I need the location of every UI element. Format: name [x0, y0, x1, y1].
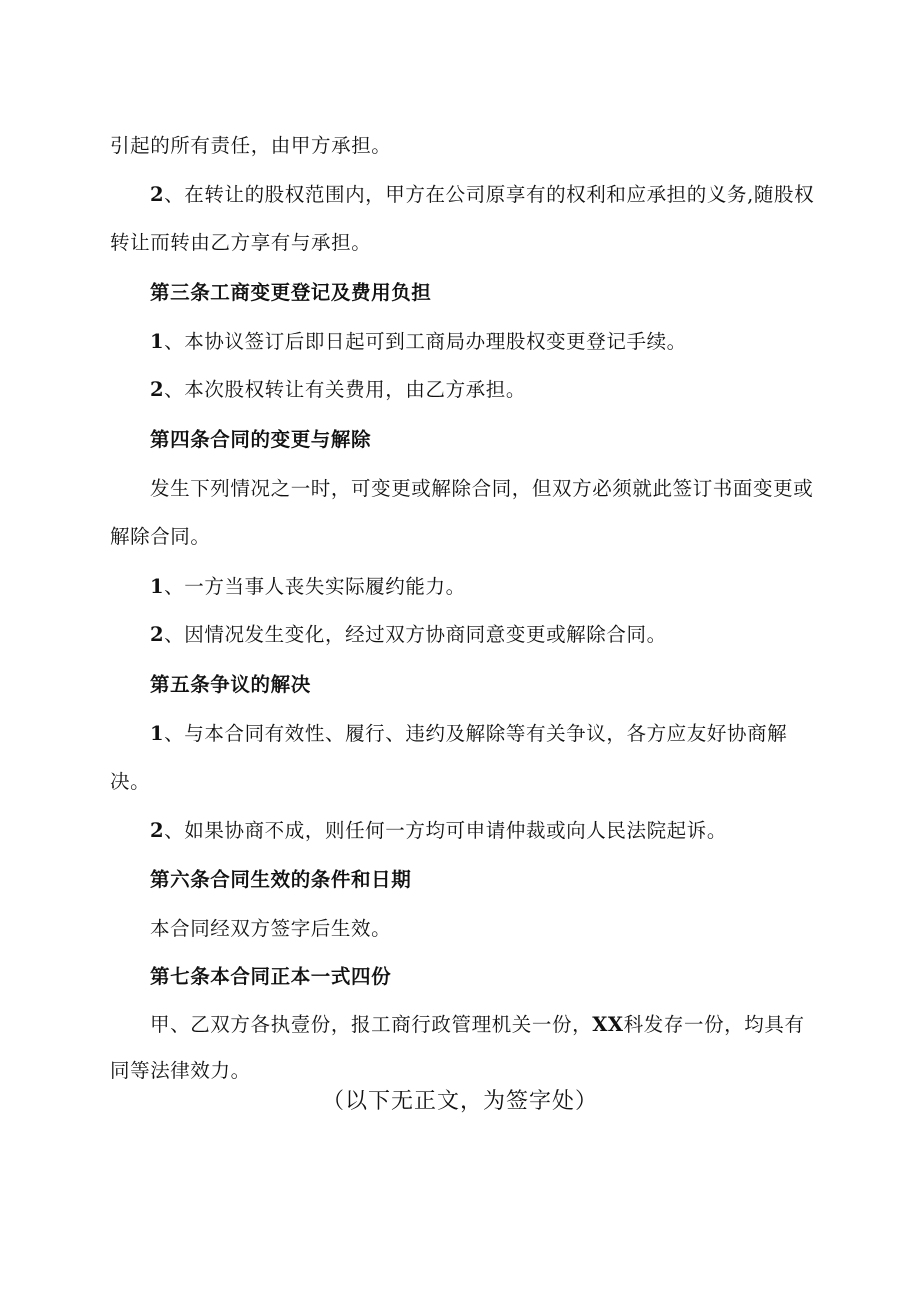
clause-item: 2、本次股权转让有关费用，由乙方承担。 — [150, 378, 526, 401]
paragraph-line: 同等法律效力。 — [110, 1059, 251, 1082]
paragraph-line: 发生下列情况之一时，可变更或解除合同，但双方必须就此签订书面变更或 — [150, 477, 814, 500]
section-heading: 第四条合同的变更与解除 — [150, 428, 372, 451]
paragraph-line: 引起的所有责任，由甲方承担。 — [110, 134, 392, 157]
clause-item: 2、在转让的股权范围内，甲方在公司原享有的权利和应承担的义务,随股权 — [150, 183, 815, 206]
paragraph-line: 本合同经双方签字后生效。 — [150, 917, 392, 940]
closing-note: （以下无正文，为签字处） — [321, 1089, 598, 1114]
section-heading: 第七条本合同正本一式四份 — [150, 965, 392, 988]
paragraph-line: 解除合同。 — [110, 525, 211, 548]
paragraph-line: 决。 — [110, 770, 151, 793]
clause-item: 1、本协议签订后即日起可到工商局办理股权变更登记手续。 — [150, 330, 687, 353]
clause-item: 1、一方当事人丧失实际履约能力。 — [150, 575, 466, 598]
section-heading: 第五条争议的解决 — [150, 673, 311, 696]
clause-item: 1、与本合同有效性、履行、违约及解除等有关争议，各方应友好协商解 — [150, 722, 788, 745]
clause-item: 2、因情况发生变化，经过双方协商同意变更或解除合同。 — [150, 623, 667, 646]
clause-item: 2、如果协商不成，则任何一方均可申请仲裁或向人民法院起诉。 — [150, 819, 727, 842]
section-heading: 第三条工商变更登记及费用负担 — [150, 281, 432, 304]
section-heading: 第六条合同生效的条件和日期 — [150, 868, 412, 891]
paragraph-line: 甲、乙双方各执壹份，报工商行政管理机关一份，XX科发存一份，均具有 — [150, 1013, 805, 1036]
paragraph-line: 转让而转由乙方享有与承担。 — [110, 231, 372, 254]
